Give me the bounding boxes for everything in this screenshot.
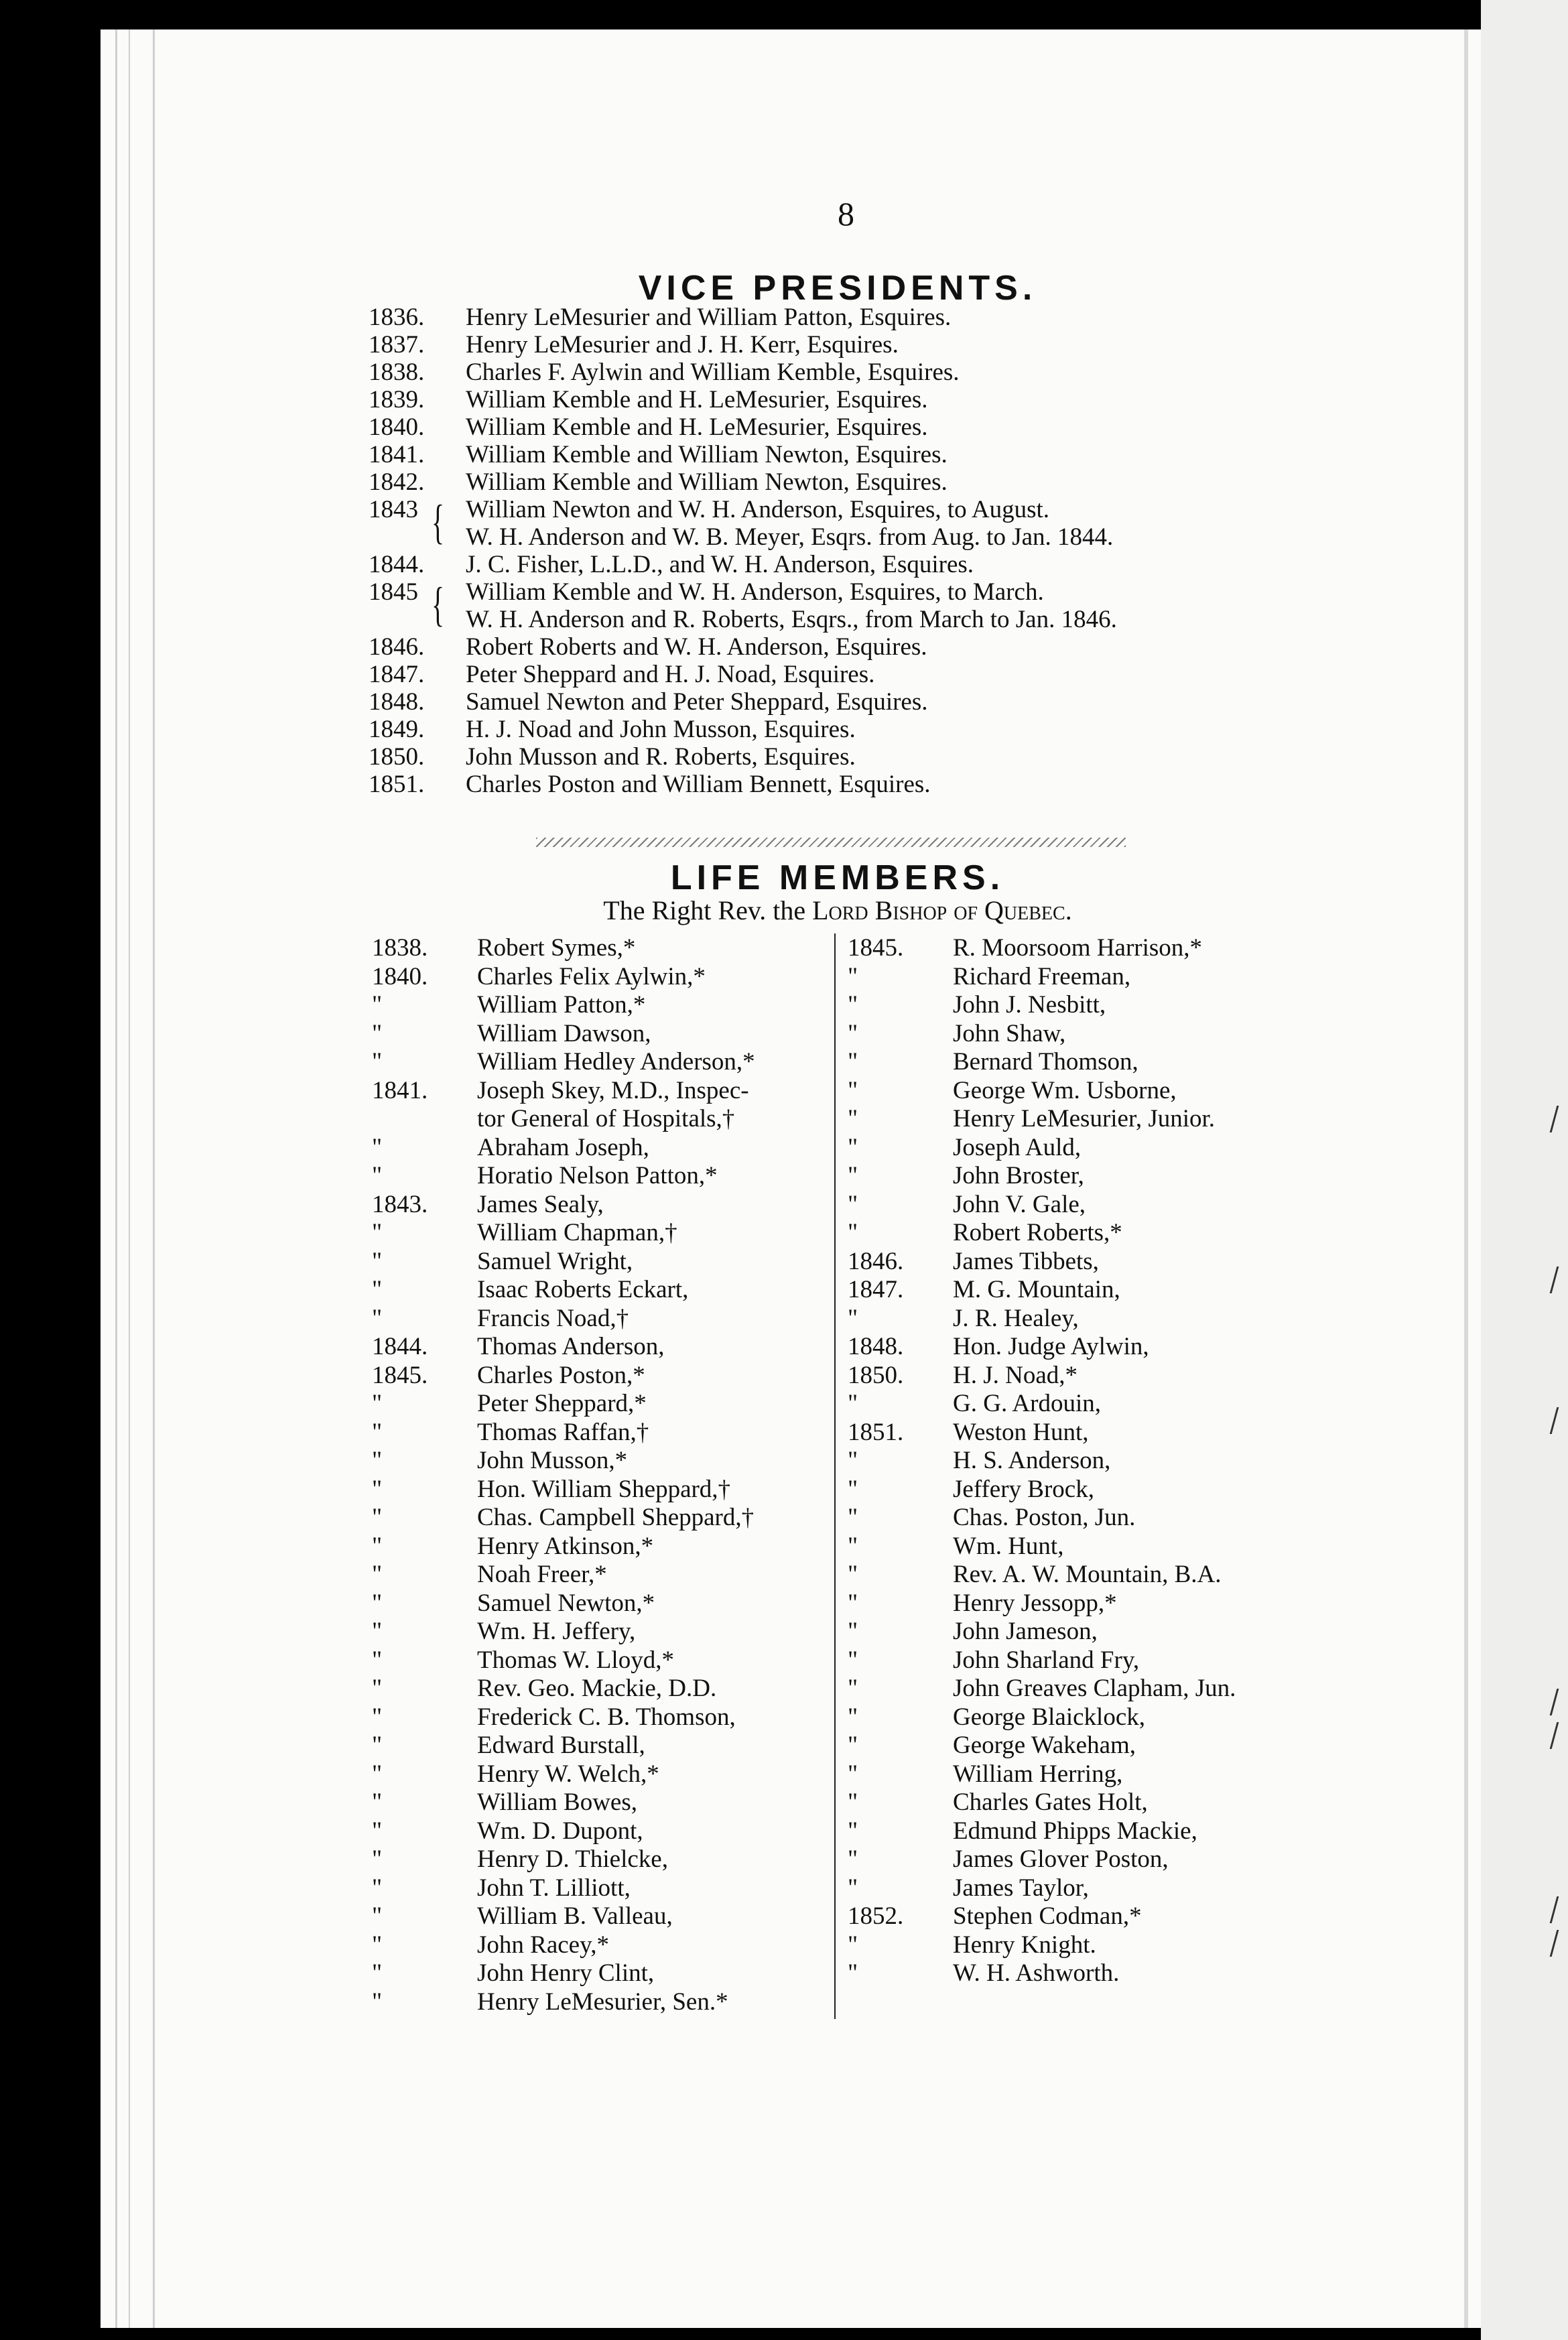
member-year: " (372, 1959, 383, 1987)
vp-names: H. J. Noad and John Musson, Esquires. (466, 716, 856, 743)
member-name: Rev. Geo. Mackie, D.D. (477, 1675, 717, 1702)
member-year: " (372, 1219, 383, 1246)
binding-rule (129, 29, 130, 2328)
member-name: Isaac Roberts Eckart, (477, 1276, 689, 1303)
vp-year: 1843 (369, 496, 418, 523)
member-year: " (372, 1675, 383, 1702)
vp-names: William Kemble and H. LeMesurier, Esquires. (466, 413, 928, 441)
member-year: " (372, 1532, 383, 1560)
member-name: Joseph Auld, (953, 1133, 1082, 1161)
member-year: 1851. (848, 1418, 904, 1446)
member-name: H. S. Anderson, (953, 1447, 1111, 1474)
member-year: 1838. (372, 934, 428, 962)
member-name: Robert Symes,* (477, 934, 636, 962)
member-name: Edward Burstall, (477, 1732, 645, 1759)
member-name: Hon. William Sheppard,† (477, 1475, 731, 1503)
vp-names: Charles F. Aylwin and William Kemble, Esquires. (466, 359, 960, 386)
vp-names: William Kemble and William Newton, Esquires. (466, 468, 948, 496)
member-name: John Sharland Fry, (953, 1646, 1140, 1674)
member-name: Horatio Nelson Patton,* (477, 1162, 718, 1189)
member-name: Robert Roberts,* (953, 1219, 1122, 1246)
member-year: " (372, 1760, 383, 1788)
vp-year: 1839. (369, 386, 425, 413)
member-name: Peter Sheppard,* (477, 1390, 647, 1417)
member-year: " (848, 1190, 858, 1218)
member-year: 1844. (372, 1333, 428, 1360)
member-year: " (372, 1504, 383, 1531)
vp-names: Peter Sheppard and H. J. Noad, Esquires. (466, 661, 875, 688)
vp-year: 1840. (369, 413, 425, 441)
member-year: " (372, 1845, 383, 1873)
life-members-heading: LIFE MEMBERS. (670, 858, 1005, 897)
member-name: Stephen Codman,* (953, 1902, 1142, 1930)
vp-names: William Kemble and W. H. Anderson, Esquires, to March. (466, 578, 1044, 606)
member-name: James Glover Poston, (953, 1845, 1169, 1873)
member-year: " (848, 1133, 858, 1161)
vp-names: Charles Poston and William Bennett, Esquires. (466, 771, 931, 798)
vp-names: Samuel Newton and Peter Sheppard, Esquires. (466, 688, 928, 716)
member-name: W. H. Ashworth. (953, 1959, 1120, 1987)
member-name: Charles Poston,* (477, 1361, 645, 1389)
member-name: John Musson,* (477, 1447, 628, 1474)
member-name: Thomas Raffan,† (477, 1418, 649, 1446)
member-name: John Jameson, (953, 1618, 1098, 1645)
subtitle-bishop: Lord Bishop of Quebec. (812, 895, 1072, 925)
vp-year: 1846. (369, 633, 425, 661)
member-year: 1845. (372, 1361, 428, 1389)
facing-page-edge (1481, 0, 1568, 2340)
member-name: Rev. A. W. Mountain, B.A. (953, 1561, 1222, 1588)
member-name: George Wm. Usborne, (953, 1076, 1177, 1104)
member-year: " (372, 1988, 383, 2016)
member-year: " (372, 1133, 383, 1161)
member-name: William Patton,* (477, 991, 646, 1019)
vp-year: 1849. (369, 716, 425, 743)
member-name: Henry Jessopp,* (953, 1589, 1117, 1617)
member-year: " (848, 1618, 858, 1645)
member-name: Wm. D. Dupont, (477, 1817, 643, 1845)
member-name: Henry Knight. (953, 1931, 1096, 1959)
vp-names: Henry LeMesurier and J. H. Kerr, Esquires. (466, 331, 899, 359)
member-year: " (848, 1959, 858, 1987)
member-name: William B. Valleau, (477, 1902, 673, 1930)
member-name: Henry Atkinson,* (477, 1532, 654, 1560)
vp-year: 1851. (369, 771, 425, 798)
member-name: John Henry Clint, (477, 1959, 655, 1987)
member-year: " (372, 1162, 383, 1189)
member-name: tor General of Hospitals,† (477, 1105, 735, 1132)
member-year: " (848, 1219, 858, 1246)
page-number: 8 (838, 195, 854, 233)
vp-names: J. C. Fisher, L.L.D., and W. H. Anderson, Esquires. (466, 551, 974, 578)
member-name: Bernard Thomson, (953, 1048, 1138, 1076)
vp-year: 1836. (369, 304, 425, 331)
member-name: George Blaicklock, (953, 1703, 1146, 1731)
vp-year: 1844. (369, 551, 425, 578)
member-name: John Racey,* (477, 1931, 609, 1959)
member-name: James Tibbets, (953, 1247, 1099, 1275)
vp-year: 1848. (369, 688, 425, 716)
vp-year: 1837. (369, 331, 425, 359)
member-year: " (372, 1646, 383, 1674)
vp-names: William Newton and W. H. Anderson, Esquires, to August. (466, 496, 1050, 523)
member-name: Henry LeMesurier, Sen.* (477, 1988, 728, 2016)
member-year: " (848, 1703, 858, 1731)
member-name: John V. Gale, (953, 1190, 1086, 1218)
member-name: Noah Freer,* (477, 1561, 607, 1588)
vp-names: Henry LeMesurier and William Patton, Esquires. (466, 304, 952, 331)
member-year: " (372, 1589, 383, 1617)
member-year: " (848, 1874, 858, 1902)
member-name: Thomas W. Lloyd,* (477, 1646, 674, 1674)
member-year: " (848, 1019, 858, 1047)
member-name: John J. Nesbitt, (953, 991, 1106, 1019)
member-year: 1847. (848, 1276, 904, 1303)
member-year: " (372, 1874, 383, 1902)
member-year: " (372, 991, 383, 1019)
member-year: " (848, 1845, 858, 1873)
vp-names: W. H. Anderson and W. B. Meyer, Esqrs. from Aug. to Jan. 1844. (466, 523, 1114, 551)
member-name: Jeffery Brock, (953, 1475, 1094, 1503)
member-year: " (372, 1618, 383, 1645)
brace-symbol: { (432, 495, 445, 549)
member-year: " (372, 1931, 383, 1959)
vp-year: 1838. (369, 359, 425, 386)
member-name: Wm. Hunt, (953, 1532, 1064, 1560)
member-year: " (848, 1646, 858, 1674)
life-members-subtitle (0, 895, 1568, 926)
vp-year: 1847. (369, 661, 425, 688)
binding-rule (115, 29, 117, 2328)
member-year: " (372, 1561, 383, 1588)
member-year: " (372, 1390, 383, 1417)
member-year: " (848, 991, 858, 1019)
member-name: William Herring, (953, 1760, 1123, 1788)
member-name: G. G. Ardouin, (953, 1390, 1101, 1417)
member-name: George Wakeham, (953, 1732, 1136, 1759)
member-year: " (372, 1019, 383, 1047)
member-year: " (372, 1475, 383, 1503)
vp-year: 1842. (369, 468, 425, 496)
member-year: " (372, 1817, 383, 1845)
member-name: Charles Gates Holt, (953, 1789, 1148, 1816)
member-name: H. J. Noad,* (953, 1361, 1078, 1389)
member-year: " (848, 1561, 858, 1588)
member-name: Henry W. Welch,* (477, 1760, 659, 1788)
member-name: Thomas Anderson, (477, 1333, 665, 1360)
member-year: 1840. (372, 962, 428, 990)
member-year: 1843. (372, 1190, 428, 1218)
member-year: " (372, 1447, 383, 1474)
member-name: J. R. Healey, (953, 1304, 1079, 1332)
member-name: William Dawson, (477, 1019, 651, 1047)
member-year: " (372, 1418, 383, 1446)
member-name: Richard Freeman, (953, 962, 1131, 990)
member-year: " (372, 1789, 383, 1816)
column-divider (834, 933, 836, 2019)
member-name: Edmund Phipps Mackie, (953, 1817, 1197, 1845)
member-name: John Shaw, (953, 1019, 1066, 1047)
member-year: 1845. (848, 934, 904, 962)
member-year: " (848, 1390, 858, 1417)
member-name: James Sealy, (477, 1190, 604, 1218)
member-name: William Bowes, (477, 1789, 637, 1816)
member-name: John Greaves Clapham, Jun. (953, 1675, 1236, 1702)
member-name: Chas. Campbell Sheppard,† (477, 1504, 755, 1531)
member-year: " (848, 1675, 858, 1702)
member-year: 1841. (372, 1076, 428, 1104)
member-year: 1852. (848, 1902, 904, 1930)
member-year: " (372, 1304, 383, 1332)
member-name: Abraham Joseph, (477, 1133, 649, 1161)
member-name: R. Moorsoom Harrison,* (953, 934, 1203, 962)
member-year: " (848, 1589, 858, 1617)
member-year: 1850. (848, 1361, 904, 1389)
member-name: William Chapman,† (477, 1219, 677, 1246)
member-year: " (848, 1532, 858, 1560)
section-divider (536, 838, 1126, 847)
member-year: " (848, 1048, 858, 1076)
member-year: " (848, 962, 858, 990)
member-name: Joseph Skey, M.D., Inspec- (477, 1076, 749, 1104)
member-name: Frederick C. B. Thomson, (477, 1703, 736, 1731)
member-year: " (848, 1504, 858, 1531)
member-name: Francis Noad,† (477, 1304, 629, 1332)
member-year: " (848, 1789, 858, 1816)
member-name: Henry LeMesurier, Junior. (953, 1105, 1216, 1132)
member-year: " (372, 1902, 383, 1930)
member-name: William Hedley Anderson,* (477, 1048, 755, 1076)
vp-names: William Kemble and H. LeMesurier, Esquires. (466, 386, 928, 413)
member-name: M. G. Mountain, (953, 1276, 1120, 1303)
member-year: " (372, 1703, 383, 1731)
subtitle-prefix: The Right Rev. the (603, 895, 813, 925)
member-year: 1846. (848, 1247, 904, 1275)
member-year: " (848, 1817, 858, 1845)
member-year: " (848, 1304, 858, 1332)
member-name: Wm. H. Jeffery, (477, 1618, 636, 1645)
vp-year: 1850. (369, 743, 425, 771)
member-name: Chas. Poston, Jun. (953, 1504, 1136, 1531)
member-year: " (848, 1447, 858, 1474)
brace-symbol: { (432, 578, 445, 631)
member-year: " (372, 1276, 383, 1303)
member-year: " (848, 1732, 858, 1759)
member-name: Hon. Judge Aylwin, (953, 1333, 1149, 1360)
vp-year: 1845 (369, 578, 418, 606)
member-name: John T. Lilliott, (477, 1874, 631, 1902)
page-edge (1464, 29, 1468, 2328)
member-name: Weston Hunt, (953, 1418, 1089, 1446)
member-year: " (848, 1760, 858, 1788)
member-year: " (848, 1162, 858, 1189)
vp-names: Robert Roberts and W. H. Anderson, Esquires. (466, 633, 927, 661)
member-name: Samuel Newton,* (477, 1589, 655, 1617)
vp-names: William Kemble and William Newton, Esquires. (466, 441, 948, 468)
member-name: John Broster, (953, 1162, 1084, 1189)
vp-year: 1841. (369, 441, 425, 468)
member-year: 1848. (848, 1333, 904, 1360)
member-name: James Taylor, (953, 1874, 1089, 1902)
member-year: " (848, 1105, 858, 1132)
binding-rule (153, 29, 155, 2328)
member-year: " (372, 1732, 383, 1759)
member-year: " (372, 1247, 383, 1275)
member-name: Henry D. Thielcke, (477, 1845, 668, 1873)
member-year: " (848, 1475, 858, 1503)
member-name: Charles Felix Aylwin,* (477, 962, 706, 990)
vice-presidents-heading: VICE PRESIDENTS. (638, 269, 1037, 308)
member-name: Samuel Wright, (477, 1247, 633, 1275)
vp-names: W. H. Anderson and R. Roberts, Esqrs., from March to Jan. 1846. (466, 606, 1117, 633)
vp-names: John Musson and R. Roberts, Esquires. (466, 743, 856, 771)
member-year: " (372, 1048, 383, 1076)
member-year: " (848, 1931, 858, 1959)
member-year: " (848, 1076, 858, 1104)
